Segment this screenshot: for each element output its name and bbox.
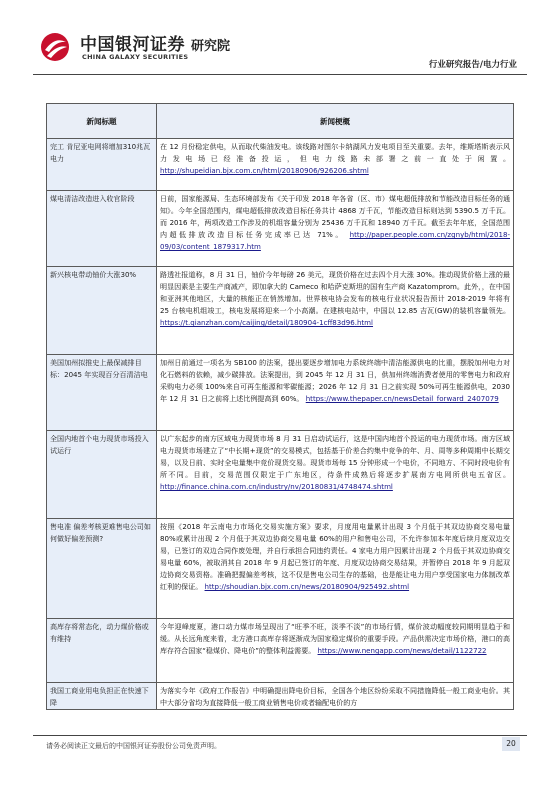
news-title: 全国内地首个电力现货市场投入试运行 — [47, 431, 157, 519]
news-summary: 为落实今年《政府工作报告》中明确提出降电价目标，全国各个地区纷纷采取不同措施降低一般工商业电价。其中大部分省均为直接降低一般工商业销售电价或者输配电价的方 — [160, 686, 510, 707]
header-divider — [33, 74, 527, 75]
news-summary-cell — [157, 431, 514, 519]
news-summary: 以广东起步的南方区域电力现货市场 8 月 31 日启动试运行，这是中国内地首个投运的电力现货市场。南方区域电力现货市场建立了“中长期+现货”的交易模式，包括基于价差合约集中竞争的年、月、周等多种周期中长期交易，以及日前、实时全电量集中竞价现货交易。现货市场每 15 分钟形成一个电价，不同地方、不同时段电价有所不同。目前，交易范围仅限定于广东地区，待条件成熟后将逐步扩展南方电网所供电五省区。 — [160, 434, 510, 479]
news-summary-cell — [157, 619, 514, 683]
column-header-summary: 新闻梗概 — [157, 104, 514, 139]
news-link[interactable]: http://shoudian.bjx.com.cn/news/20180904/925492.shtml — [204, 582, 410, 591]
news-title: 完工 肯尼亚电网将增加310兆瓦电力 — [47, 139, 157, 191]
table-row — [47, 191, 514, 267]
page-header — [0, 0, 560, 82]
news-title: 售电准 偏差考核更难售电公司如何做好偏差预测? — [47, 519, 157, 619]
news-title: 煤电清洁改造进入收官阶段 — [47, 191, 157, 267]
news-summary: 日前，国家能源局、生态环境部发布《关于印发 2018 年各省（区、市）煤电超低排放和节能改造目标任务的通知》。今年全国范围内，煤电超低排放改造目标任务共计 4868 万千瓦，节能改造目标则达到 5390.5 万千瓦。而 2016 年，两项改造工作涉及的机组容量分别为 25436 万千瓦和 18940 万千瓦。截至去年年底，全国范围内超低排放改造目标任务完成率已达 71%。 — [160, 194, 510, 239]
column-header-title: 新闻标题 — [47, 104, 157, 139]
news-title: 我国工商业用电负担正在快速下降 — [47, 683, 157, 710]
news-summary: 今年迎峰度夏，港口动力煤市场呈现出了“旺季不旺，淡季不淡”的市场行情，煤价波动幅度较同期明显趋于和缓。从长远角度来看，北方港口高库存将逐渐成为国家稳定煤价的重要手段。产品供需决定市场价格，港口的高库存符合国家“稳煤价、降电价”的整体利益需要。 — [160, 622, 510, 655]
galaxy-logo-icon — [40, 32, 70, 62]
news-link[interactable]: http://paper.people.com.cn/zgnyb/html/2018-09/03/content_1879317.htm — [160, 230, 510, 251]
news-link[interactable]: https://www.nengapp.com/news/detail/1122722 — [317, 646, 487, 655]
disclaimer-note: 请务必阅读正文最后的中国银河证券股份公司免责声明。 — [46, 742, 221, 750]
news-summary-cell — [157, 519, 514, 619]
footer-divider — [33, 735, 527, 736]
news-summary: 在 12 月份稳定供电，从而取代柴油发电。该线路对图尔卡纳湖风力发电项目至关重要。去年，维斯塔斯表示风力发电场已经准备投运，但电力线路未部署之前一直处于闲置。 — [160, 142, 510, 163]
news-summary: 按照《2018 年云南电力市场化交易实施方案》要求，月度用电量累计出现 3 个月低于其双边协商交易电量 80%或累计出现 2 个月低于其双边协商交易电量 60%的用户和售电公司，不允许参加本年度后续月度双边交易，已签订的双边合同作废处理，并自行承担合同违约责任。4 家电力用户因累计出现 2 个月低于其双边协商交易电量 60%，被取消其自 2018 年 9 月起已签订的年度、月度双边协商交易结果，并暂停自 2018 年 9 月起双边协商交易资格。准确把握偏差考核，这不仅是售电公司生存的基础，也是能让电力用户享受国家电力体制改革红利的保证。 — [160, 522, 510, 591]
table-row — [47, 139, 514, 191]
table-header-row — [47, 104, 514, 139]
news-summary-cell — [157, 355, 514, 431]
table-row — [47, 519, 514, 619]
news-summary-cell — [157, 267, 514, 355]
table-row — [47, 267, 514, 355]
news-link[interactable]: https://t.qianzhan.com/caijing/detail/180904-1cff83d96.html — [160, 318, 374, 327]
news-summary: 加州日前通过一项名为 SB100 的法案，提出要逐步增加电力系统终端中清洁能源供电的比重，摆脱加州电力对化石燃料的依赖，减少碳排放。法案提出，到 2045 年 12 月 31 日，供加州终端消费者使用的零售电力和政府采购电力必须 100%来自可再生能源和零碳能源；2026 年 12 月 31 日之前实现 50%可再生能源供电，2030 年 12 月 31 日之前将上述比例提高到 60%。 — [160, 358, 510, 403]
news-title: 新兴核电带动铀价大涨30% — [47, 267, 157, 355]
page-number: 20 — [502, 737, 520, 751]
table-row — [47, 431, 514, 519]
news-table-container — [46, 103, 514, 710]
news-link[interactable]: https://www.thepaper.cn/newsDetail_forward_2407079 — [305, 394, 499, 403]
news-summary-cell — [157, 139, 514, 191]
news-summary-cell — [157, 191, 514, 267]
table-row — [47, 619, 514, 683]
news-summary: 路透社报道称，8 月 31 日，铀价今年每磅 26 美元，现货价格在过去四个月大涨 30%。推动现货价格上涨的最明显因素是主要生产商减产，即加拿大的 Cameco 和哈萨克斯坦的国有生产商 Kazatomprom。此外，，在中国和亚洲其他地区，大量的核能正在悄然增加。世界核电协会发布的核电行业状况报告预计 2018-2019 年将有 25 台核电机组竣工，核电发展将迎来一个小高潮。在建核电站中，中国以 12.85 吉瓦(GW)的装机容量领先。 — [160, 270, 510, 315]
news-link[interactable]: http://shupeidian.bjx.com.cn/html/20180906/926206.shtml — [160, 166, 369, 175]
brand-name-cn: 中国银河证券 — [80, 35, 185, 55]
brand-name-en: CHINA GALAXY SECURITIES — [82, 53, 189, 61]
institute-label: 研究院 — [191, 39, 231, 54]
news-table — [46, 103, 514, 710]
report-type-label: 行业研究报告/电力行业 — [428, 60, 517, 70]
news-title: 美国加州拟推史上最保减排目标：2045 年实现百分百清洁电 — [47, 355, 157, 431]
news-summary-cell — [157, 683, 514, 710]
news-title: 高库存将常态化，动力煤价格或有维持 — [47, 619, 157, 683]
news-link[interactable]: http://finance.china.com.cn/industry/nv/20180831/4748474.shtml — [160, 482, 393, 491]
table-row — [47, 355, 514, 431]
table-row — [47, 683, 514, 710]
